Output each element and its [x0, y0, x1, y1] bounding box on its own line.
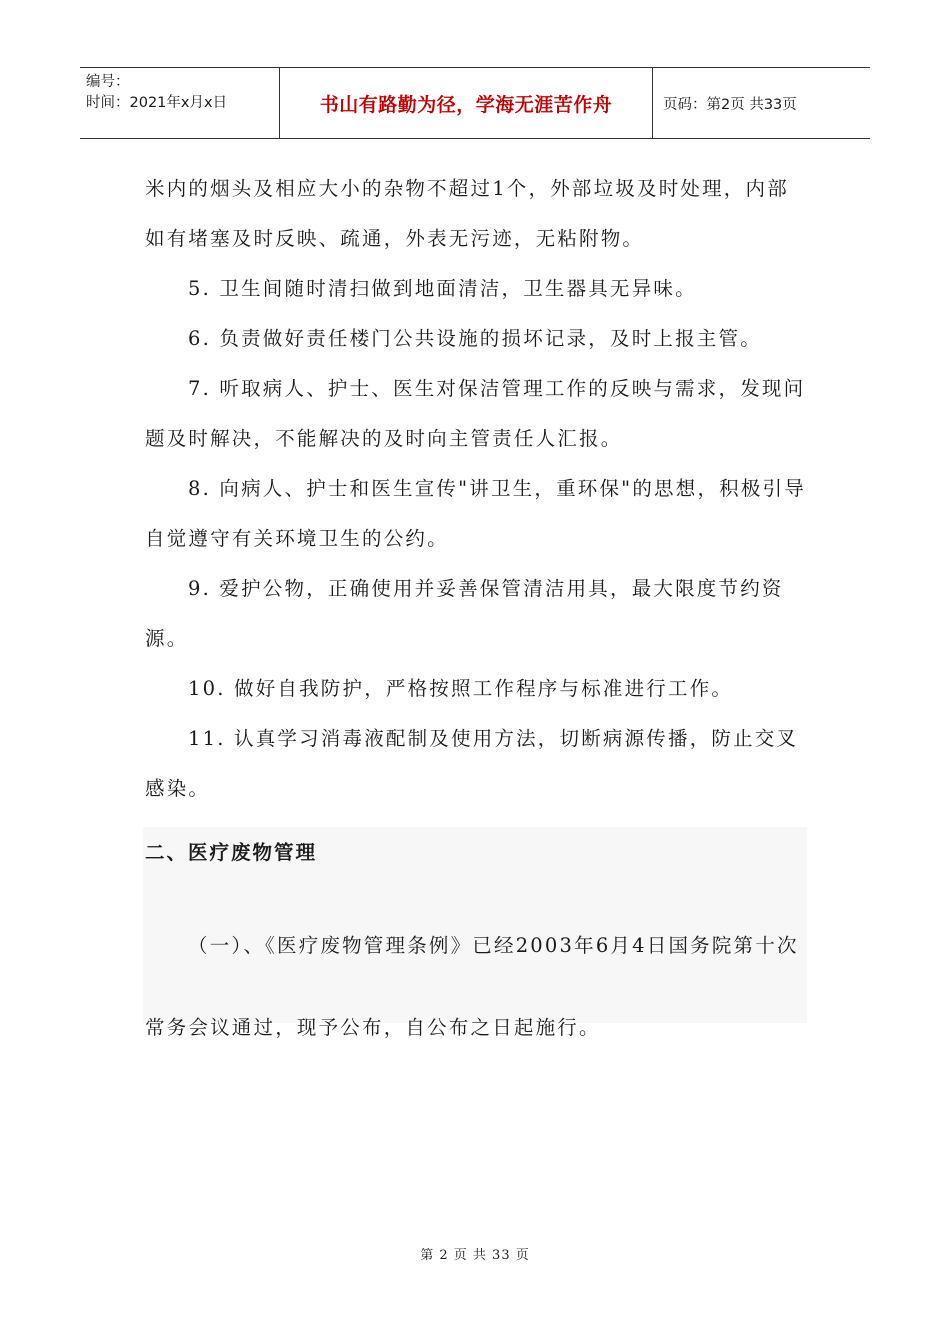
document-number-label: 编号：	[86, 74, 130, 90]
document-date: 时间：2021年x月x日	[86, 95, 228, 111]
section-paragraph: （一）、《医疗废物管理条例》已经2003年6月4日国务院第十次常务会议通过，现予公布，自公布之日起施行。	[145, 934, 799, 1039]
header-meta	[80, 68, 280, 138]
header-page-info: 页码：第2页 共33页	[663, 96, 797, 113]
list-item-9: 9. 爱护公物，正确使用并妥善保管清洁用具，最大限度节约资源。	[145, 577, 784, 650]
list-item-11: 11. 认真学习消毒液配制及使用方法，切断病源传播，防止交叉感染。	[145, 727, 799, 800]
list-item-10: 10. 做好自我防护，严格按照工作程序与标准进行工作。	[188, 677, 734, 700]
body-paragraph: 米内的烟头及相应大小的杂物不超过1个，外部垃圾及时处理，内部如有堵塞及时反映、疏通，外表无污迹，无粘附物。	[145, 177, 789, 250]
page-footer: 第 2 页 共 33 页	[420, 1248, 530, 1263]
page-header	[80, 67, 870, 139]
list-item-7: 7. 听取病人、护士、医生对保洁管理工作的反映与需求，发现问题及时解决，不能解决的及时向主管责任人汇报。	[145, 377, 806, 450]
section-heading: 二、医疗废物管理	[145, 841, 318, 864]
medical-waste-section	[143, 827, 807, 1039]
list-item-5: 5. 卫生间随时清扫做到地面清洁，卫生器具无异味。	[188, 277, 697, 300]
header-motto: 书山有路勤为径，学海无涯苦作舟	[280, 68, 653, 138]
list-item-6: 6. 负责做好责任楼门公共设施的损坏记录，及时上报主管。	[188, 327, 762, 350]
list-item-8: 8. 向病人、护士和医生宣传"讲卫生，重环保"的思想，积极引导自觉遵守有关环境卫生的公约。	[145, 477, 806, 550]
document-body	[145, 164, 810, 814]
